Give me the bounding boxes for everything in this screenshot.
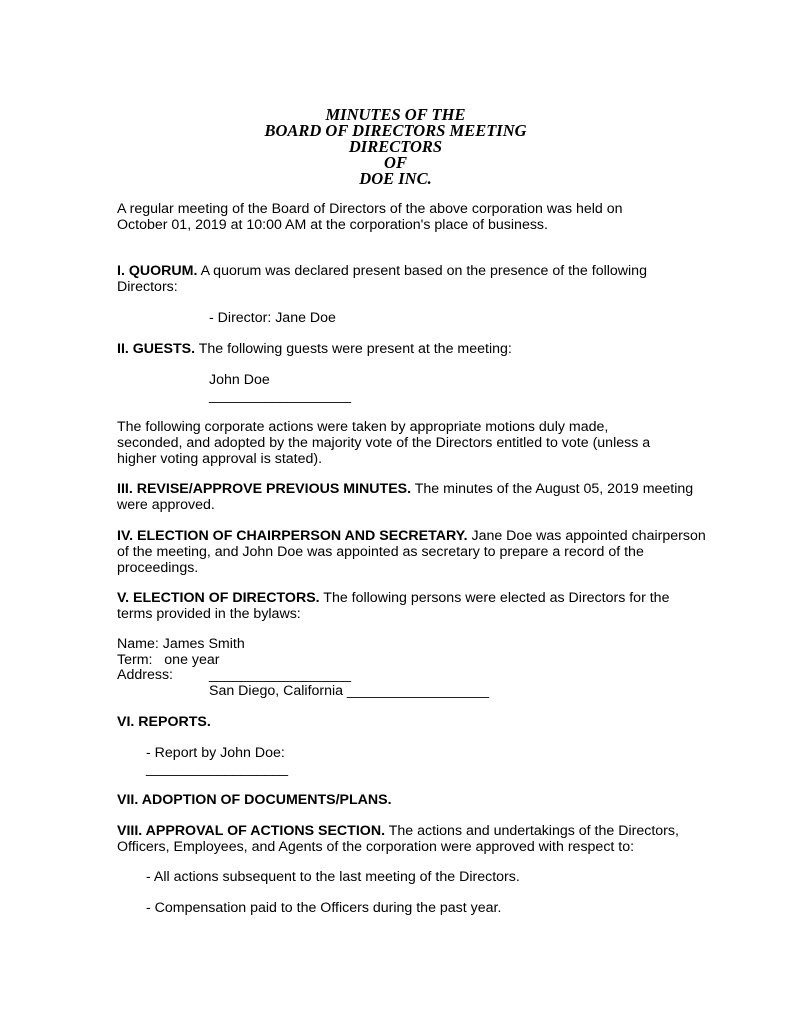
report-item: - Report by John Doe:	[146, 745, 285, 761]
director-address-city: San Diego, California __________________	[209, 683, 490, 699]
guests-heading: II. GUESTS.	[117, 341, 196, 357]
guests-text: The following guests were present at the meeting:	[195, 341, 512, 357]
director-term: Term: one year	[117, 652, 220, 668]
document-title	[0, 107, 791, 187]
quorum-text: A quorum was declared present based on the presence of the following	[197, 263, 647, 279]
director-name: Name: James Smith	[117, 636, 245, 652]
section6-heading: VI. REPORTS.	[117, 714, 211, 730]
section4-text: Jane Doe was appointed chairperson	[467, 528, 706, 544]
intro-paragraph	[117, 201, 687, 233]
guest-blank-line: __________________	[209, 388, 352, 404]
guest-name: John Doe	[209, 372, 270, 388]
section5-heading: V. ELECTION OF DIRECTORS.	[117, 590, 320, 606]
section-previous-minutes	[117, 481, 694, 513]
actions-intro-line: higher voting approval is stated).	[117, 451, 323, 467]
intro-line: October 01, 2019 at 10:00 AM at the corporation's place of business.	[117, 217, 548, 233]
title-line: MINUTES OF THE	[325, 105, 466, 124]
section4-text-cont: of the meeting, and John Doe was appointed as secretary to prepare a record of the	[117, 544, 644, 560]
section3-heading: III. REVISE/APPROVE PREVIOUS MINUTES.	[117, 481, 412, 497]
director-address-blank: __________________	[209, 667, 352, 683]
section3-text-cont: were approved.	[117, 497, 215, 513]
section4-text-cont: proceedings.	[117, 560, 199, 576]
director-address-label: Address:	[117, 667, 173, 683]
section8-heading: VIII. APPROVAL OF ACTIONS SECTION.	[117, 823, 386, 839]
title-line: OF	[384, 153, 407, 172]
section3-text: The minutes of the August 05, 2019 meeting	[411, 481, 694, 497]
quorum-director: - Director: Jane Doe	[209, 310, 336, 326]
guests-section	[117, 341, 687, 357]
title-line: DIRECTORS	[348, 137, 443, 156]
approval-item: - Compensation paid to the Officers during the past year.	[146, 900, 502, 916]
section-approval-actions	[117, 823, 687, 855]
intro-line: A regular meeting of the Board of Directors of the above corporation was held on	[117, 201, 623, 217]
actions-intro-line: seconded, and adopted by the majority vote of the Directors entitled to vote (unless a	[117, 435, 651, 451]
section4-heading: IV. ELECTION OF CHAIRPERSON AND SECRETARY.	[117, 528, 468, 544]
section-election-directors	[117, 590, 687, 622]
section8-text: The actions and undertakings of the Directors,	[385, 823, 679, 839]
section5-text: The following persons were elected as Directors for the	[319, 590, 670, 606]
title-line: DOE INC.	[359, 169, 432, 188]
section8-text-cont: Officers, Employees, and Agents of the corporation were approved with respect to:	[117, 839, 635, 855]
actions-intro-paragraph	[117, 419, 687, 467]
quorum-heading: I. QUORUM.	[117, 263, 198, 279]
section7-heading: VII. ADOPTION OF DOCUMENTS/PLANS.	[117, 792, 392, 808]
quorum-section	[117, 263, 687, 295]
section5-text-cont: terms provided in the bylaws:	[117, 606, 301, 622]
quorum-text-cont: Directors:	[117, 279, 178, 295]
section-election-chairperson	[117, 528, 706, 576]
title-line: BOARD OF DIRECTORS MEETING	[264, 121, 527, 140]
actions-intro-line: The following corporate actions were taken by appropriate motions duly made,	[117, 419, 609, 435]
approval-item: - All actions subsequent to the last meeting of the Directors.	[146, 869, 520, 885]
report-blank-line: __________________	[146, 761, 289, 777]
